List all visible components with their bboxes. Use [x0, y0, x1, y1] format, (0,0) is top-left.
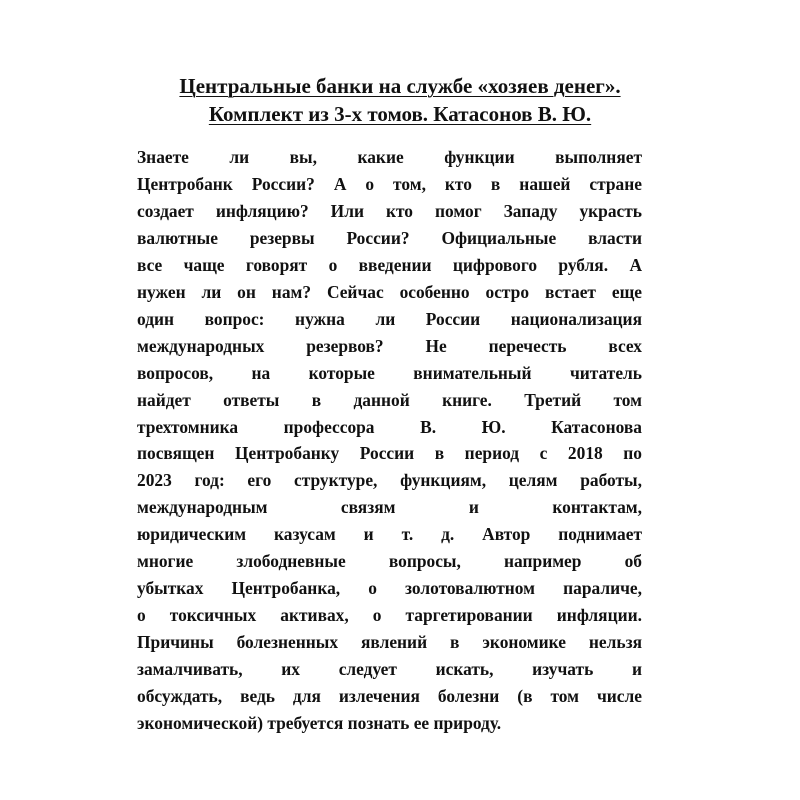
description-line: валютные резервы России? Официальные власти [137, 227, 642, 248]
book-title [100, 72, 700, 128]
description-line: экономической) требуется познать ее природу. [137, 713, 502, 734]
description-line: обсуждать, ведь для излечения болезни (в том числе [137, 686, 642, 707]
description-line: международным связям и контактам, [137, 497, 642, 518]
description-line: замалчивать, их следует искать, изучать и [137, 659, 642, 680]
description-line: о токсичных активах, о таргетировании инфляции. [137, 605, 642, 626]
description-line: многие злободневные вопросы, например об [137, 551, 642, 572]
description-line: Причины болезненных явлений в экономике нельзя [137, 632, 642, 653]
description-line: найдет ответы в данной книге. Третий том [137, 389, 642, 410]
description-line: все чаще говорят о введении цифрового рубля. А [137, 254, 642, 275]
description-line: трехтомника профессора В. Ю. Катасонова [137, 416, 642, 437]
description-line: 2023 год: его структуре, функциям, целям работы, [137, 470, 642, 491]
description-line: Знаете ли вы, какие функции выполняет [137, 147, 642, 167]
description-line: юридическим казусам и т. д. Автор поднимает [137, 524, 642, 545]
description-line: нужен ли он нам? Сейчас особенно остро встает еще [137, 281, 642, 302]
description-line: посвящен Центробанку России в период с 2018 по [137, 443, 642, 464]
book-title-line-2: Комплект из 3-х томов. Катасонов В. Ю. [208, 102, 592, 126]
description-line: вопросов, на которые внимательный читатель [137, 362, 642, 383]
description-line: один вопрос: нужна ли России национализация [137, 308, 642, 329]
description-line: Центробанк России? А о том, кто в нашей стране [137, 173, 642, 194]
description-line: убытках Центробанка, о золотовалютном параличе, [137, 578, 642, 599]
description-line: международных резервов? Не перечесть всех [137, 335, 642, 356]
book-description [137, 144, 642, 737]
description-line: создает инфляцию? Или кто помог Западу украсть [137, 200, 642, 221]
book-title-line-1: Центральные банки на службе «хозяев денег». [179, 74, 621, 98]
